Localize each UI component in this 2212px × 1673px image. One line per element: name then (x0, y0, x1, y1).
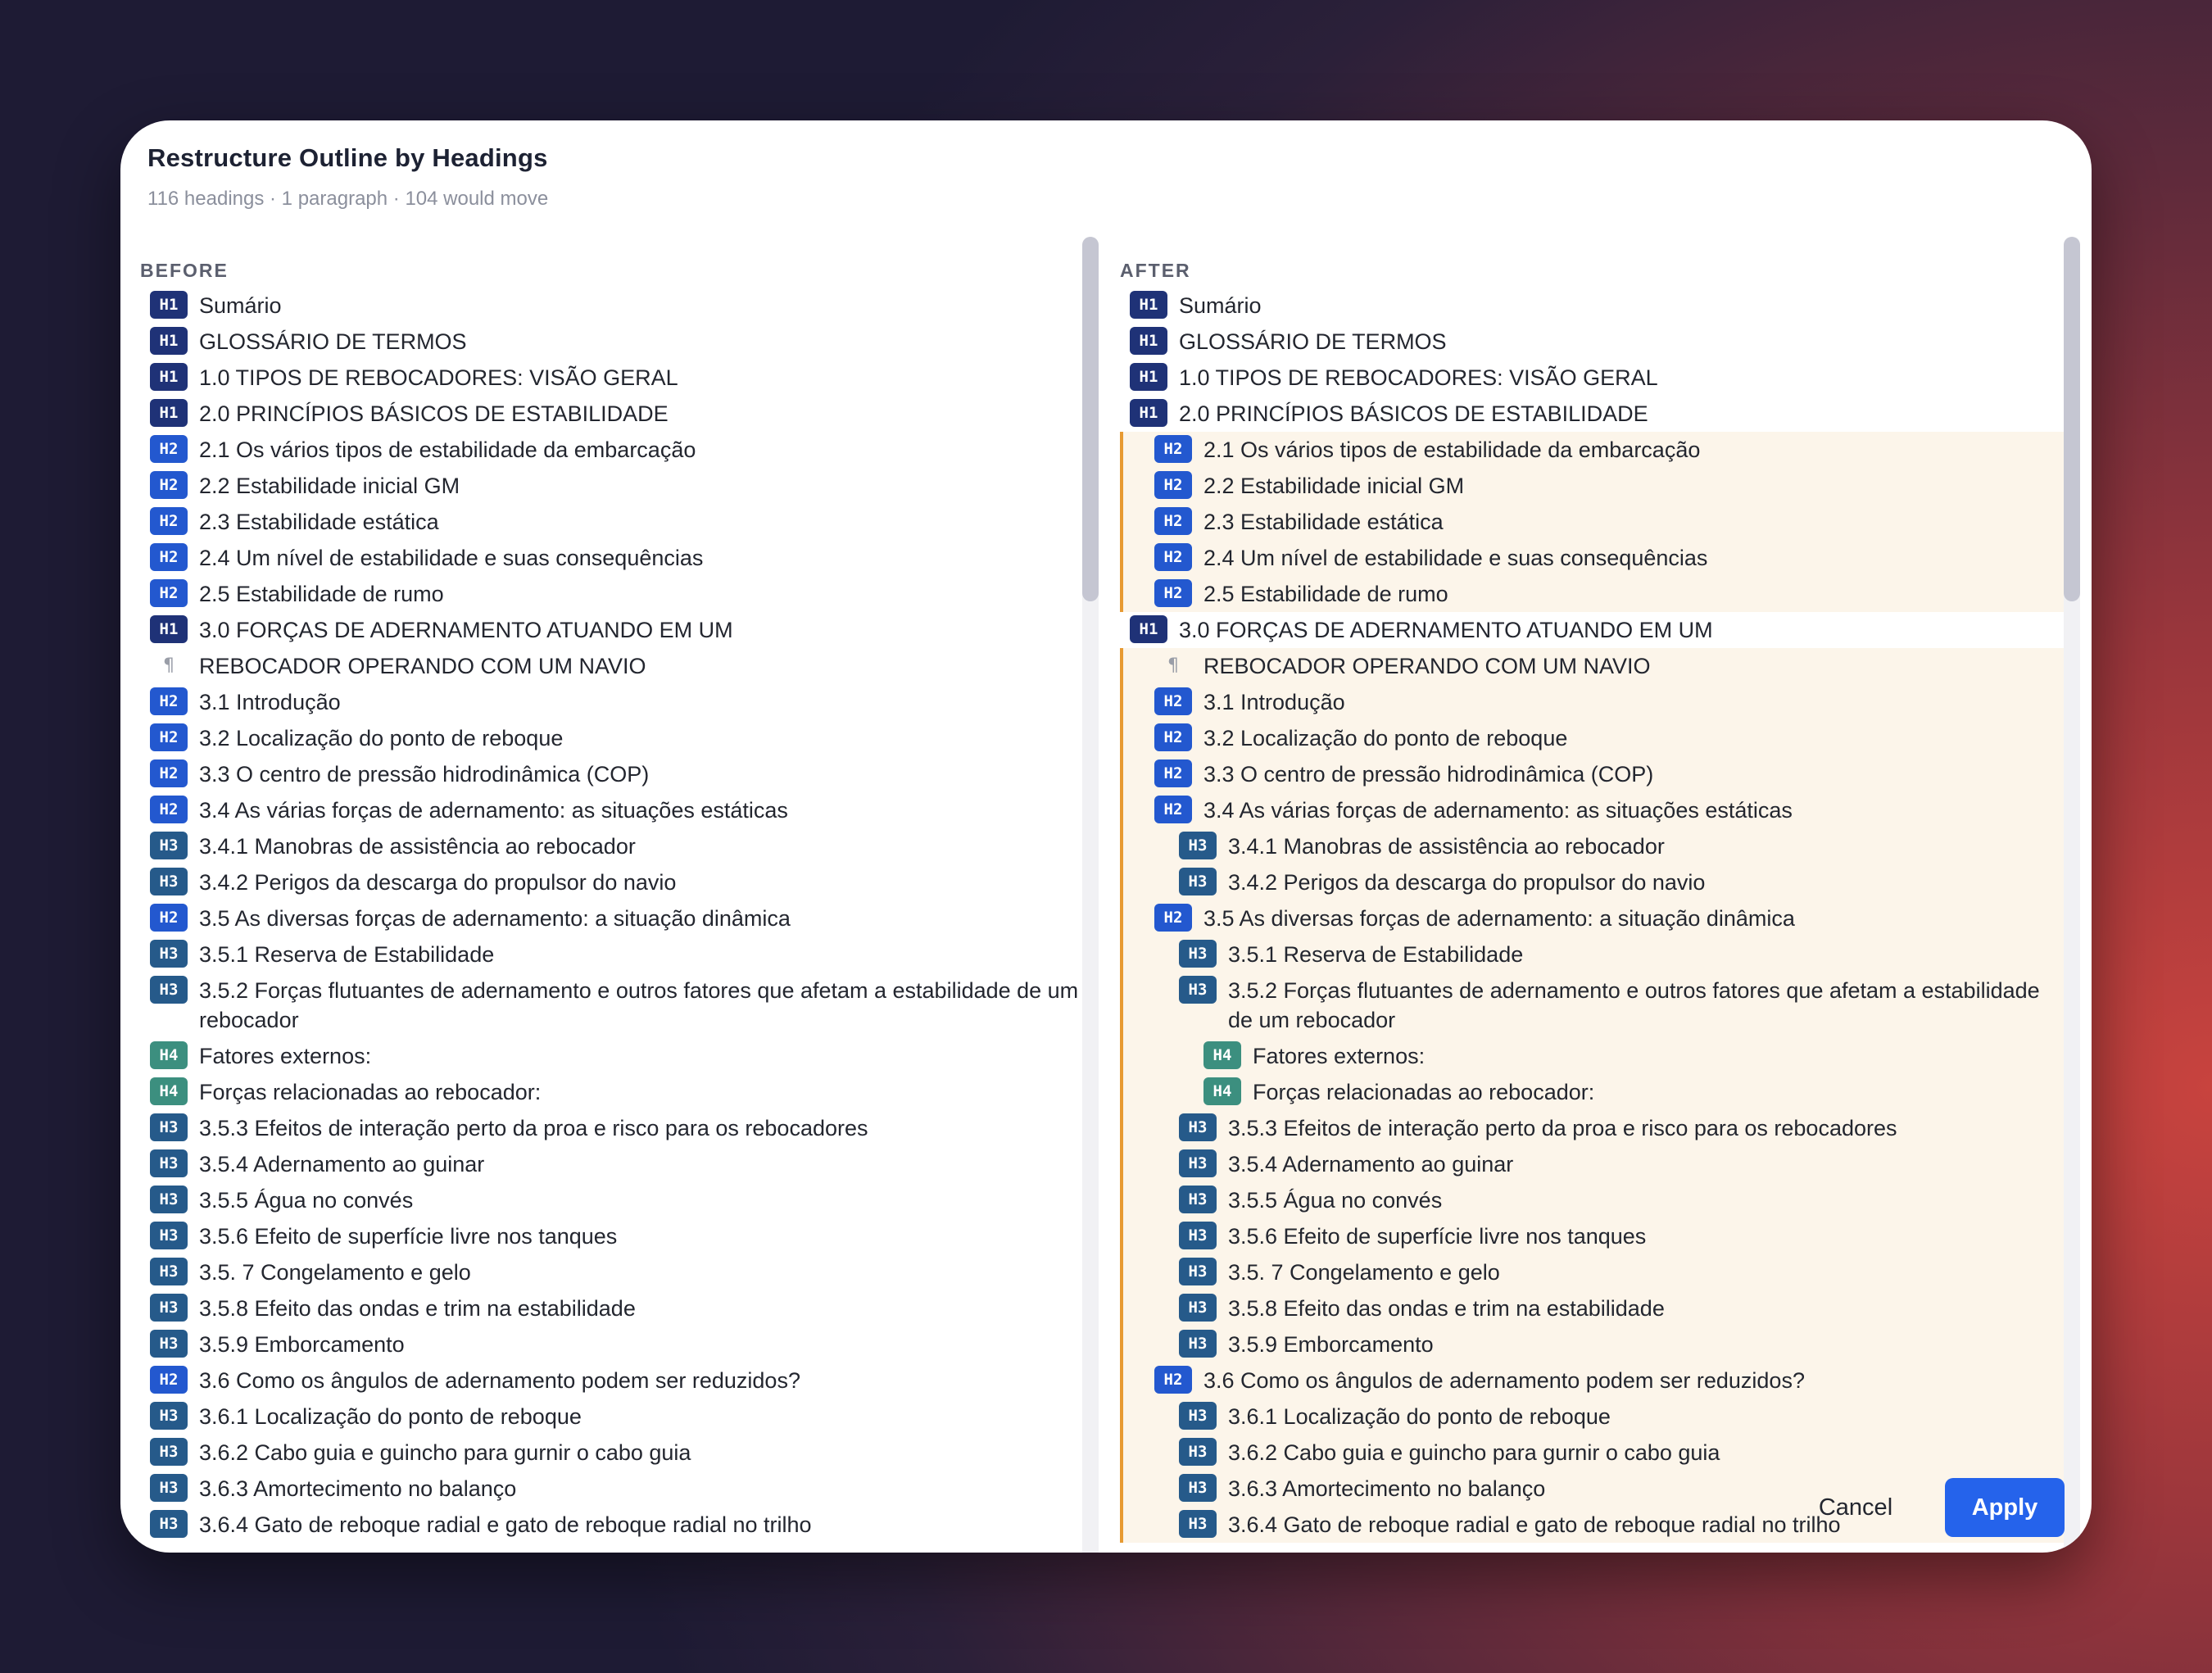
heading-level-badge: H1 (150, 615, 188, 643)
outline-row-text: 3.5.1 Reserva de Estabilidade (1228, 942, 1524, 967)
outline-row-text: 3.5.9 Emborcamento (1228, 1332, 1434, 1357)
outline-row-text: 2.4 Um nível de estabilidade e suas consequências (1203, 546, 1708, 570)
before-pane[interactable] (140, 237, 1099, 1553)
outline-row (140, 576, 1082, 612)
outline-row-text: 3.5.6 Efeito de superfície livre nos tanques (199, 1224, 618, 1249)
heading-level-badge: H2 (150, 471, 188, 499)
heading-level-badge: H3 (1179, 1474, 1217, 1502)
outline-row (140, 540, 1082, 576)
outline-row-text: Forças relacionadas ao rebocador: (1253, 1080, 1595, 1104)
heading-level-badge: H2 (150, 723, 188, 751)
outline-row-text: 2.5 Estabilidade de rumo (1203, 582, 1448, 606)
heading-level-badge: H3 (1179, 868, 1217, 895)
heading-level-badge: H1 (1130, 363, 1167, 391)
after-scrollbar-thumb[interactable] (2064, 237, 2080, 601)
outline-row-text: 3.5.2 Forças flutuantes de adernamento e outros fatores que afetam a estabilidade de um rebocador (199, 978, 1079, 1032)
outline-row (1120, 468, 2064, 504)
outline-row (1120, 936, 2064, 973)
outline-row (140, 1290, 1082, 1326)
outline-row-text: Fatores externos: (1253, 1044, 1426, 1068)
heading-level-badge: H3 (150, 1222, 188, 1249)
heading-level-badge: H3 (1179, 1294, 1217, 1322)
outline-row-text: 3.5 As diversas forças de adernamento: a situação dinâmica (1203, 906, 1795, 931)
heading-level-badge: H3 (1179, 1510, 1217, 1538)
outline-row (140, 864, 1082, 900)
outline-row (140, 828, 1082, 864)
heading-level-badge: H3 (150, 1113, 188, 1141)
outline-row (1120, 1218, 2064, 1254)
outline-row-text: 3.5.6 Efeito de superfície livre nos tanques (1228, 1224, 1647, 1249)
paragraph-marker: ¶ (163, 655, 175, 676)
outline-row-text: 2.4 Um nível de estabilidade e suas consequências (199, 546, 704, 570)
outline-row (1120, 288, 2064, 324)
heading-level-badge: H3 (1179, 1258, 1217, 1285)
outline-row-text: 3.6 Como os ângulos de adernamento podem ser reduzidos? (199, 1368, 800, 1393)
heading-level-badge: H3 (150, 1186, 188, 1213)
outline-row (140, 360, 1082, 396)
outline-row-text: 2.1 Os vários tipos de estabilidade da embarcação (1203, 438, 1701, 462)
outline-row-text: 3.3 O centro de pressão hidrodinâmica (COP) (1203, 762, 1654, 787)
heading-level-badge: H2 (1154, 796, 1192, 823)
outline-row-text: 1.0 TIPOS DE REBOCADORES: VISÃO GERAL (1179, 365, 1658, 390)
outline-row-text: 3.5. 7 Congelamento e gelo (199, 1260, 471, 1285)
after-header: AFTER (1120, 260, 1191, 281)
heading-level-badge: H3 (1179, 1330, 1217, 1358)
dialog-summary: 116 headings · 1 paragraph · 104 would move (147, 188, 549, 210)
outline-row-text: 3.1 Introdução (1203, 690, 1345, 714)
heading-level-badge: H2 (150, 904, 188, 932)
heading-level-badge: H4 (150, 1041, 188, 1069)
after-pane[interactable] (1120, 237, 2080, 1553)
outline-row (1120, 1399, 2064, 1435)
outline-row (1120, 324, 2064, 360)
outline-row-text: REBOCADOR OPERANDO COM UM NAVIO (199, 654, 646, 678)
heading-level-badge: H3 (1179, 832, 1217, 859)
heading-level-badge: H1 (1130, 399, 1167, 427)
outline-row-text: 3.5.1 Reserva de Estabilidade (199, 942, 495, 967)
heading-level-badge: H1 (1130, 327, 1167, 355)
outline-row (140, 900, 1082, 936)
heading-level-badge: H2 (1154, 904, 1192, 932)
after-scrollbar[interactable] (2064, 237, 2080, 1553)
outline-row (140, 396, 1082, 432)
outline-row-text: 3.5.8 Efeito das ondas e trim na estabilidade (199, 1296, 636, 1321)
outline-row (1120, 792, 2064, 828)
outline-row (1120, 432, 2064, 468)
heading-level-badge: H2 (1154, 759, 1192, 787)
outline-row-text: 1.0 TIPOS DE REBOCADORES: VISÃO GERAL (199, 365, 678, 390)
outline-row (140, 504, 1082, 540)
outline-row-text: 3.2 Localização do ponto de reboque (199, 726, 564, 750)
outline-row (140, 684, 1082, 720)
outline-row (140, 1110, 1082, 1146)
after-outline-list (1120, 288, 2064, 1553)
outline-row (1120, 1146, 2064, 1182)
outline-row (140, 1362, 1082, 1399)
outline-row (1120, 900, 2064, 936)
heading-level-badge: H2 (1154, 723, 1192, 751)
heading-level-badge: H3 (150, 1149, 188, 1177)
outline-row-text: 3.6.2 Cabo guia e guincho para gurnir o cabo guia (199, 1440, 691, 1465)
outline-row (140, 792, 1082, 828)
heading-level-badge: H3 (150, 1510, 188, 1538)
outline-row (1120, 360, 2064, 396)
outline-row (140, 1038, 1082, 1074)
heading-level-badge: H4 (150, 1077, 188, 1105)
outline-row-text: 3.5.4 Adernamento ao guinar (1228, 1152, 1514, 1177)
outline-row-text: 2.0 PRINCÍPIOS BÁSICOS DE ESTABILIDADE (1179, 401, 1648, 426)
heading-level-badge: H2 (1154, 435, 1192, 463)
outline-row (140, 432, 1082, 468)
heading-level-badge: H2 (1154, 1366, 1192, 1394)
outline-row-text: 3.4.2 Perigos da descarga do propulsor do navio (199, 870, 677, 895)
outline-row-text: 3.3 O centro de pressão hidrodinâmica (COP) (199, 762, 650, 787)
paragraph-marker: ¶ (1167, 655, 1179, 676)
outline-row (1120, 864, 2064, 900)
outline-row-text: Sumário (199, 293, 282, 318)
outline-row-text: 3.6.2 Cabo guia e guincho para gurnir o cabo guia (1228, 1440, 1720, 1465)
outline-row (1120, 396, 2064, 432)
heading-level-badge: H2 (150, 1366, 188, 1394)
outline-row (140, 648, 1082, 684)
outline-row (140, 1435, 1082, 1471)
heading-level-badge: H1 (1130, 291, 1167, 319)
outline-row (1120, 973, 2064, 1038)
outline-row (140, 1471, 1082, 1507)
outline-row-text: 3.0 FORÇAS DE ADERNAMENTO ATUANDO EM UM (1179, 618, 1713, 642)
outline-row (140, 1399, 1082, 1435)
outline-row (140, 324, 1082, 360)
outline-row-text: 3.5.3 Efeitos de interação perto da proa e risco para os rebocadores (1228, 1116, 1897, 1140)
heading-level-badge: H3 (1179, 1438, 1217, 1466)
outline-row-text: GLOSSÁRIO DE TERMOS (199, 329, 467, 354)
heading-level-badge: H1 (150, 363, 188, 391)
outline-row (1120, 1182, 2064, 1218)
outline-row-text: 3.5.8 Efeito das ondas e trim na estabilidade (1228, 1296, 1665, 1321)
outline-row (1120, 576, 2064, 612)
heading-level-badge: H3 (150, 1294, 188, 1322)
outline-row-text: 2.0 PRINCÍPIOS BÁSICOS DE ESTABILIDADE (199, 401, 669, 426)
outline-row-text: 3.6.1 Localização do ponto de reboque (1228, 1404, 1611, 1429)
heading-level-badge: H4 (1203, 1041, 1241, 1069)
heading-level-badge: H4 (1203, 1077, 1241, 1105)
heading-level-badge: H2 (150, 687, 188, 715)
outline-row-text: 3.4.2 Perigos da descarga do propulsor do navio (1228, 870, 1706, 895)
outline-row (140, 1254, 1082, 1290)
heading-level-badge: H2 (150, 435, 188, 463)
outline-row (1120, 1290, 2064, 1326)
outline-row-text: Sumário (1179, 293, 1262, 318)
outline-row-text: 3.5.5 Água no convés (1228, 1188, 1443, 1213)
heading-level-badge: H3 (1179, 976, 1217, 1004)
outline-row (140, 1074, 1082, 1110)
outline-row (140, 756, 1082, 792)
outline-row-text: 3.5. 7 Congelamento e gelo (1228, 1260, 1500, 1285)
outline-row (1120, 1362, 2064, 1399)
heading-level-badge: H3 (1179, 1222, 1217, 1249)
heading-level-badge: H3 (1179, 1113, 1217, 1141)
dialog-title: Restructure Outline by Headings (147, 143, 548, 172)
heading-level-badge: H3 (150, 976, 188, 1004)
outline-row-text: Forças relacionadas ao rebocador: (199, 1080, 542, 1104)
outline-row-text: 2.1 Os vários tipos de estabilidade da embarcação (199, 438, 696, 462)
restructure-outline-dialog (120, 120, 2092, 1553)
heading-level-badge: H2 (150, 759, 188, 787)
outline-row (140, 1146, 1082, 1182)
outline-row (1120, 1435, 2064, 1471)
outline-row-text: 3.2 Localização do ponto de reboque (1203, 726, 1568, 750)
heading-level-badge: H2 (1154, 471, 1192, 499)
heading-level-badge: H3 (150, 832, 188, 859)
outline-row-text: REBOCADOR OPERANDO COM UM NAVIO (1203, 654, 1651, 678)
outline-row (1120, 828, 2064, 864)
heading-level-badge: H3 (150, 1330, 188, 1358)
outline-row-text: 2.3 Estabilidade estática (1203, 510, 1444, 534)
outline-row-text: 2.2 Estabilidade inicial GM (1203, 474, 1465, 498)
heading-level-badge: H2 (150, 507, 188, 535)
outline-row (1120, 648, 2064, 684)
outline-row-text: 2.5 Estabilidade de rumo (199, 582, 444, 606)
outline-row (1120, 684, 2064, 720)
heading-level-badge: H2 (150, 579, 188, 607)
heading-level-badge: H2 (1154, 507, 1192, 535)
heading-level-badge: H1 (150, 399, 188, 427)
outline-row-text: 2.3 Estabilidade estática (199, 510, 439, 534)
heading-level-badge: H3 (150, 1258, 188, 1285)
heading-level-badge: H3 (150, 1438, 188, 1466)
outline-row-text: 3.1 Introdução (199, 690, 341, 714)
outline-row (1120, 1471, 2064, 1507)
outline-row-text: 3.5.3 Efeitos de interação perto da proa e risco para os rebocadores (199, 1116, 868, 1140)
outline-row-text: Fatores externos: (199, 1044, 372, 1068)
outline-row (140, 720, 1082, 756)
outline-row-text: 3.4.1 Manobras de assistência ao rebocador (199, 834, 636, 859)
heading-level-badge: H1 (150, 327, 188, 355)
outline-row-text: 3.6.3 Amortecimento no balanço (1228, 1476, 1546, 1501)
outline-row (1120, 1110, 2064, 1146)
heading-level-badge: H3 (150, 1474, 188, 1502)
outline-row-text: 3.4 As várias forças de adernamento: as situações estáticas (1203, 798, 1793, 823)
outline-row-text: 3.5 As diversas forças de adernamento: a situação dinâmica (199, 906, 791, 931)
heading-level-badge: H1 (150, 291, 188, 319)
heading-level-badge: H2 (1154, 687, 1192, 715)
outline-row-text: 3.6.1 Localização do ponto de reboque (199, 1404, 582, 1429)
heading-level-badge: H3 (1179, 1402, 1217, 1430)
outline-row (1120, 1507, 2064, 1543)
before-header: BEFORE (140, 260, 229, 281)
heading-level-badge: H3 (150, 940, 188, 968)
outline-row-text: 3.6.4 Gato de reboque radial e gato de reboque radial no trilho (199, 1512, 812, 1537)
outline-row (1120, 756, 2064, 792)
outline-row (140, 1507, 1082, 1543)
heading-level-badge: H3 (1179, 1186, 1217, 1213)
outline-row-text: 3.6.3 Amortecimento no balanço (199, 1476, 517, 1501)
outline-row (1120, 1326, 2064, 1362)
outline-row (140, 973, 1082, 1038)
outline-row-text: 3.5.9 Emborcamento (199, 1332, 405, 1357)
outline-row-text: GLOSSÁRIO DE TERMOS (1179, 329, 1447, 354)
outline-row (140, 1218, 1082, 1254)
outline-row (140, 1326, 1082, 1362)
outline-row-text: 3.5.2 Forças flutuantes de adernamento e outros fatores que afetam a estabilidade de um rebocador (1228, 978, 2040, 1032)
outline-row-text: 2.2 Estabilidade inicial GM (199, 474, 460, 498)
outline-row-text: 3.0 FORÇAS DE ADERNAMENTO ATUANDO EM UM (199, 618, 733, 642)
outline-row (1120, 1038, 2064, 1074)
heading-level-badge: H2 (150, 796, 188, 823)
outline-row (1120, 540, 2064, 576)
before-scrollbar-thumb[interactable] (1082, 237, 1099, 601)
heading-level-badge: H3 (150, 868, 188, 895)
heading-level-badge: H2 (1154, 579, 1192, 607)
outline-row (140, 288, 1082, 324)
outline-row-text: 3.5.5 Água no convés (199, 1188, 414, 1213)
outline-row-text: 3.5.4 Adernamento ao guinar (199, 1152, 485, 1177)
outline-row-text: 3.6 Como os ângulos de adernamento podem ser reduzidos? (1203, 1368, 1805, 1393)
before-scrollbar[interactable] (1082, 237, 1099, 1553)
outline-row (1120, 612, 2064, 648)
heading-level-badge: H3 (150, 1402, 188, 1430)
outline-row (1120, 504, 2064, 540)
outline-row (1120, 1074, 2064, 1110)
heading-level-badge: H3 (1179, 940, 1217, 968)
before-outline-list (140, 288, 1082, 1553)
outline-row (140, 612, 1082, 648)
outline-row-text: 3.4.1 Manobras de assistência ao rebocador (1228, 834, 1665, 859)
outline-row-text: 3.4 As várias forças de adernamento: as situações estáticas (199, 798, 788, 823)
heading-level-badge: H3 (1179, 1149, 1217, 1177)
outline-row (1120, 1254, 2064, 1290)
heading-level-badge: H1 (1130, 615, 1167, 643)
heading-level-badge: H2 (150, 543, 188, 571)
outline-row (140, 1182, 1082, 1218)
heading-level-badge: H2 (1154, 543, 1192, 571)
outline-row (140, 468, 1082, 504)
outline-row-text: 3.6.4 Gato de reboque radial e gato de reboque radial no trilho (1228, 1512, 1841, 1537)
outline-row (140, 936, 1082, 973)
cancel-button[interactable]: Cancel (1803, 1478, 1908, 1537)
outline-row (1120, 720, 2064, 756)
apply-button[interactable]: Apply (1945, 1478, 2065, 1537)
